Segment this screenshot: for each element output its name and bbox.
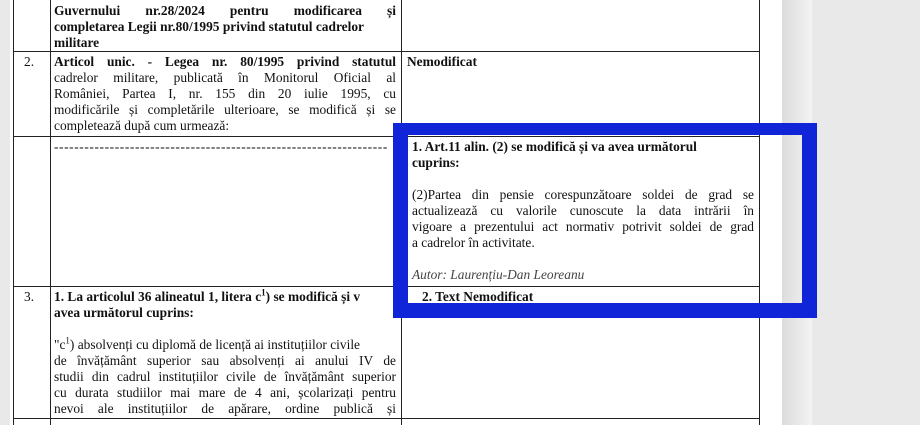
row-divider-bottom [13,418,760,419]
row2-line-5: completează după cum urmează: [54,118,230,133]
amend-author: Autor: Laurențiu-Dan Leoreanu [412,267,585,282]
row3-body-line-1: de învățământ superior sau absolvenți ai anului IV de [54,353,396,368]
row3-heading-line-2: avea următorul cuprins: [54,305,194,320]
row3-quote-open: "c [54,337,66,352]
row2-line-2: cadrelor militare, publicată în Monitorul Oficial al [54,70,396,85]
row1-title-line-3: militare [54,35,100,50]
amend-heading-line-2: cuprins: [412,155,460,170]
row3-heading-pre: 1. La articolul 36 alineatul 1, litera c [54,289,262,304]
row-divider-1 [13,51,760,52]
row3-heading-line-1 [54,289,401,305]
amend-body-line-4: a cadrelor în activitate. [412,235,535,250]
row3-body-line-2: studii din cadrul instituțiilor civile de învățământ superior [54,369,396,384]
table-col-divider-1 [50,0,51,425]
row1-title-line-1: Guvernului nr.28/2024 pentru modificarea și [54,3,396,18]
amend-body-line-3: vigoare a prezentului act normativ potrivit soldei de grad [412,219,754,234]
amend-body-line-2: actualizează cu valorile cunoscute la data intrării în [412,203,754,218]
row2-line-1 [54,54,396,70]
row1-title-line-2: completarea Legii nr.80/1995 privind statutul cadrelor [54,19,364,34]
row3-quote-rest: ) absolvenți cu diplomă de licență ai instituțiilor civile [69,337,360,352]
amend-dash-line: ------------------------------------------------------------------ [54,139,388,154]
row2-line-4: modificările și completările ulterioare, se modifică și se [54,102,396,117]
amend-heading-line-1: 1. Art.11 alin. (2) se modifică și va avea următorul [412,139,697,154]
row2-number: 2. [24,54,35,69]
row3-body-line-4: nevoi ale instituțiilor de apărare, ordine publică și [54,401,396,416]
row3-body-line-3: cu durata studiilor mai mare de 4 ani, școlarizați pentru [54,385,396,400]
row3-heading-sup: 1 [261,289,266,298]
row3-quote-sup: 1 [65,337,70,346]
amend-body-line-1: (2)Partea din pensie corespunzătoare soldei de grad se [412,187,754,202]
row2-line-1-text: Articol unic. - Legea nr. 80/1995 privind statutul [54,54,396,69]
row3-number: 3. [24,289,35,304]
highlight-annotation-box [393,123,817,318]
row3-right-text: 2. Text Nemodificat [422,289,534,304]
row2-line-3: României, Partea I, nr. 155 din 20 iulie 1995, cu [54,86,396,101]
table-border-left [13,0,14,425]
row2-right-text: Nemodificat [407,54,477,69]
row3-quote-line-1 [54,337,400,353]
row3-heading-post: ) se modifică și v [265,289,361,304]
